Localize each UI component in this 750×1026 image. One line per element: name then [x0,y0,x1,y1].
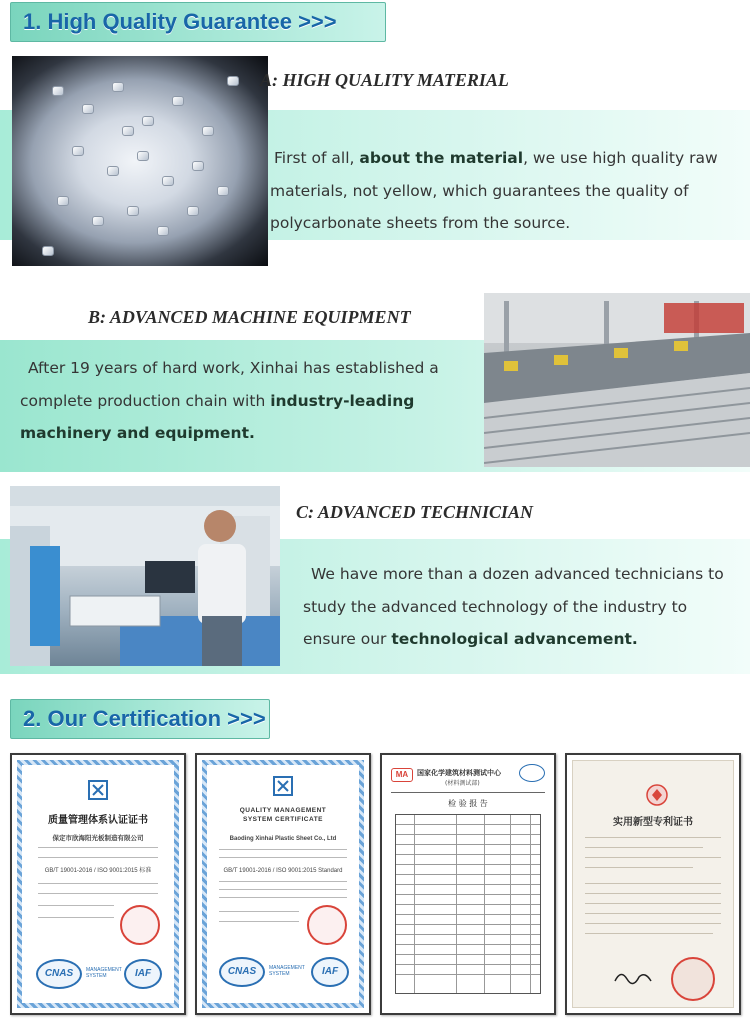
quality-guarantee-title: 1. High Quality Guarantee >>> [23,9,337,34]
cert1-iaf-logo: IAF [124,959,162,989]
cert1-mgmt-sub: MANAGEMENT SYSTEM [86,967,122,979]
cert2-standard: GB/T 19001-2016 / ISO 9001:2015 Standard [223,868,343,874]
patent-page [572,760,734,1008]
machine-heading: B: ADVANCED MACHINE EQUIPMENT [88,307,411,327]
cert-emblem-icon [272,775,294,797]
cert-emblem-icon [87,779,109,801]
certificate-test-report [380,753,556,1015]
patent-emblem-icon [645,783,669,807]
certificate-quality-en [195,753,371,1015]
cert2-cnas-logo: CNAS [219,957,265,987]
technician-section [0,484,750,680]
certification-banner [10,699,270,739]
technician-text: We have more than a dozen advanced technicians to study the advanced technology of the industry to ensure our [303,565,724,648]
report-org: 国家化学建筑材料测试中心 [417,769,501,777]
report-org-sub: (材料测试部) [445,780,480,787]
material-section [0,52,750,274]
machine-photo [484,293,750,467]
certificate-frame [202,760,364,1008]
certificate-patent [565,753,741,1015]
cert2-mgmt-sub: MANAGEMENT SYSTEM [269,965,305,977]
machine-text-bold: industry-leading machinery and equipment. [20,391,415,442]
cert1-company: 保定市欣海阳光板制造有限公司 [52,835,144,842]
cert1-seal [120,905,160,945]
report-page [387,760,549,1008]
material-text-bold: about the material [359,149,524,167]
certificate-frame [17,760,179,1008]
cert2-iaf-logo: IAF [311,957,349,987]
certification-title: 2. Our Certification >>> [23,706,266,731]
technician-photo [10,486,280,666]
material-paragraph [270,142,736,240]
cert1-title: 质量管理体系认证证书 [48,815,148,826]
patent-signature-icon [613,967,653,987]
cert2-seal [307,905,347,945]
material-text: First of all, [274,149,360,167]
technician-text-bold: technological advancement. [391,630,638,648]
machine-text: After 19 years of hard work, Xinhai has established a complete production chain with [20,359,439,410]
material-text-end: , we use high quality raw materials, not yellow, which guarantees the quality of polycarbonate sheets from the source. [270,149,718,232]
cnas-mini-icon [519,764,545,782]
report-title: 检 验 报 告 [448,799,488,808]
cert1-cnas-logo: CNAS [36,959,82,989]
machine-paragraph [20,352,440,450]
report-table [395,814,541,994]
cert2-title-line2: SYSTEM CERTIFICATE [242,816,324,823]
technician-heading: C: ADVANCED TECHNICIAN [296,502,534,522]
quality-guarantee-banner [10,2,386,42]
certificate-quality-cn [10,753,186,1015]
cma-logo: MA [391,768,413,782]
cert2-title-line1: QUALITY MANAGEMENT [239,807,327,814]
patent-seal [671,957,715,1001]
cert1-standard: GB/T 19001-2016 / ISO 9001:2015 标准 [44,868,152,874]
technician-paragraph [303,558,740,656]
cert2-company: Baoding Xinhai Plastic Sheet Co., Ltd [229,836,337,842]
patent-title: 实用新型专利证书 [613,817,693,828]
material-heading: A: HIGH QUALITY MATERIAL [260,70,509,90]
pellets-photo [12,56,268,266]
machine-section [0,285,750,475]
